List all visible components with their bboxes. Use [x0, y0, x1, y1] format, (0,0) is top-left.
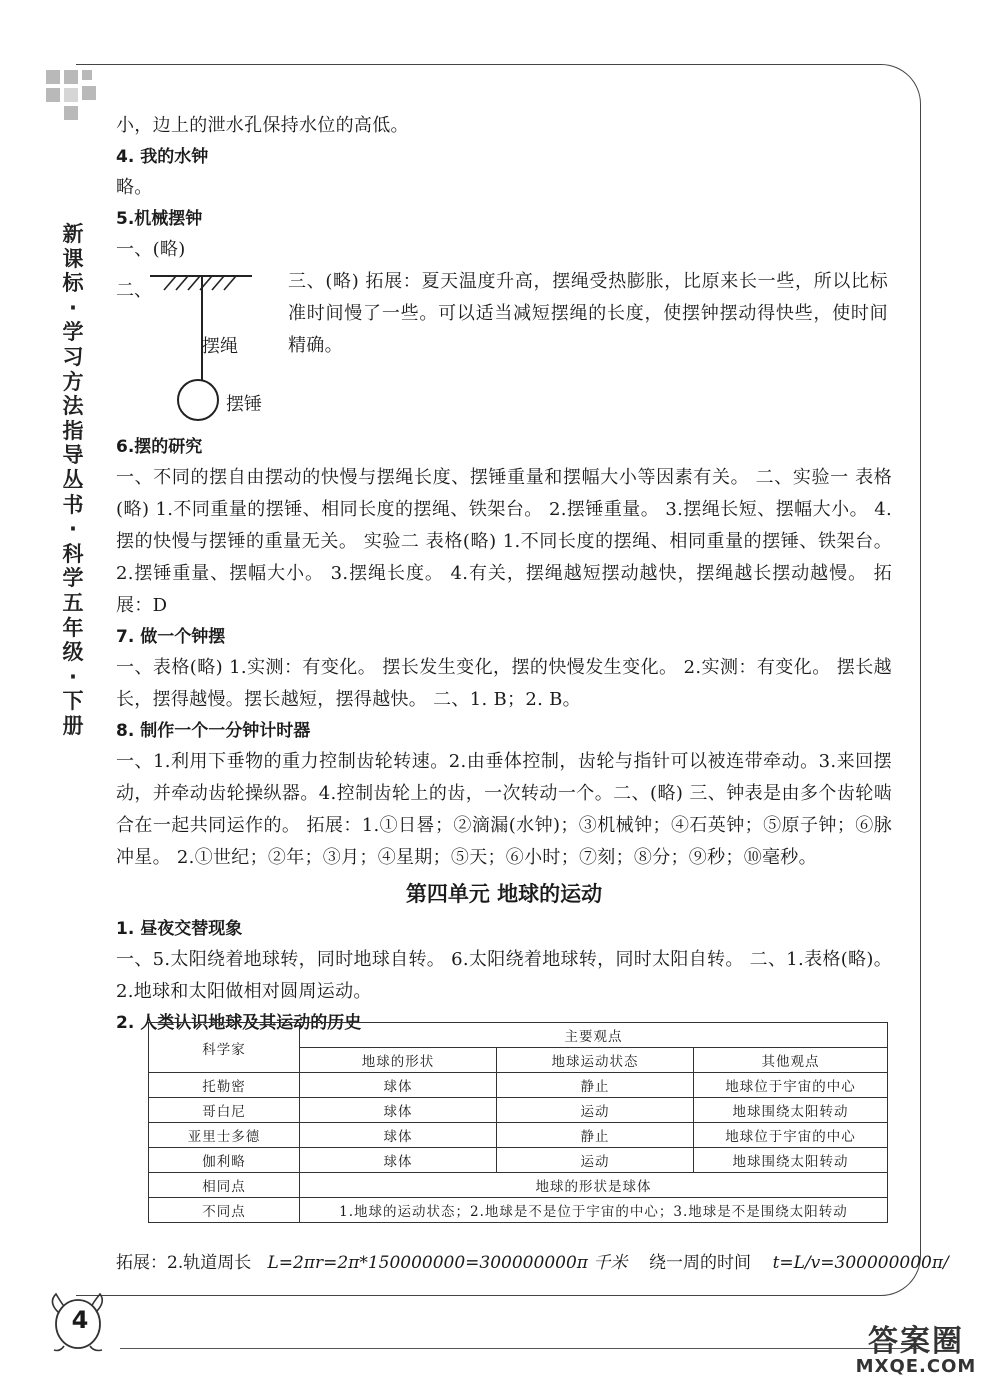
- header-cell: 其他观点: [694, 1048, 888, 1073]
- table-row: [149, 1073, 888, 1098]
- spine-char: ·: [69, 517, 77, 542]
- unit-heading: 第四单元 地球的运动: [405, 882, 603, 906]
- rope-label: 摆绳: [202, 336, 238, 357]
- spine-title: [56, 222, 90, 738]
- table-cell: 哥白尼: [149, 1098, 300, 1123]
- section-title: 8. 制作一个一分钟计时器: [116, 721, 311, 741]
- extension-prefix: 拓展：2.轨道周长: [116, 1253, 252, 1273]
- spine-char: ·: [69, 295, 77, 320]
- table-cell: 球体: [300, 1098, 497, 1123]
- spine-char: 丛: [62, 467, 84, 492]
- spine-char: 方: [62, 369, 84, 394]
- section-body: 一、1.利用下垂物的重力控制齿轮转速。2.由垂体控制，齿轮与指针可以被连带牵动。3.来回摆动，并牵动齿轮操纵器。4.控制齿轮上的齿，一次转动一个。二、(略) 三、钟表是由多个齿轮啮合在一起共同运作的。 拓展：1.①日晷；②滴漏(水钟)；③机械钟；④石英钟；⑤原子钟；⑥脉冲星。 2.①世纪；②年；③月；④星期；⑤天；⑥小时；⑦刻；⑧分；⑨秒；⑩毫秒。: [116, 751, 892, 868]
- spine-char: ·: [69, 664, 77, 689]
- answer-content: [116, 110, 892, 1038]
- table-row: [149, 1148, 888, 1173]
- section-title: 1. 昼夜交替现象: [116, 919, 243, 939]
- header-cell: 主要观点: [300, 1023, 888, 1048]
- section-title: 4. 我的水钟: [116, 147, 209, 167]
- watermark-url: MXQE.COM: [855, 1356, 977, 1377]
- spine-char: 科: [62, 541, 84, 566]
- extension-mid: 绕一周的时间: [648, 1253, 751, 1273]
- table-cell: 球体: [300, 1073, 497, 1098]
- spine-char: 学: [62, 320, 84, 345]
- table-row: [149, 1098, 888, 1123]
- spine-char: 册: [62, 713, 84, 738]
- table-cell: 地球围绕太阳转动: [694, 1098, 888, 1123]
- section-title: 7. 做一个钟摆: [116, 627, 226, 647]
- table-cell: 地球的形状是球体: [300, 1173, 888, 1198]
- scientists-table: [148, 1022, 888, 1223]
- corner-decoration: [46, 88, 60, 102]
- spine-char: 导: [62, 443, 84, 468]
- header-cell: 地球运动状态: [497, 1048, 694, 1073]
- item-number: 二、: [116, 280, 152, 301]
- watermark-logo-text: 答案圈: [868, 1324, 964, 1359]
- table-row: [149, 1123, 888, 1148]
- table-cell: 静止: [497, 1123, 694, 1148]
- site-watermark: [836, 1316, 996, 1377]
- header-cell: 地球的形状: [300, 1048, 497, 1073]
- section-body: 三、(略) 拓展：夏天温度升高，摆绳受热膨胀，比原来长一些，所以比标准时间慢了一些。可以适当减短摆绳的长度，使摆钟摆动得快些，使时间精确。: [288, 271, 888, 356]
- table-cell: 球体: [300, 1148, 497, 1173]
- table-cell: 运动: [497, 1148, 694, 1173]
- section-title: 6.摆的研究: [116, 437, 203, 457]
- table-cell: 地球围绕太阳转动: [694, 1148, 888, 1173]
- spine-char: 课: [62, 246, 84, 271]
- table-row: [149, 1173, 888, 1198]
- section-body: 一、5.太阳绕着地球转，同时地球自转。 6.太阳绕着地球转，同时太阳自转。 二、1.表格(略)。 2.地球和太阳做相对圆周运动。: [116, 949, 892, 1002]
- spine-char: 指: [62, 418, 84, 443]
- spine-char: 习: [62, 344, 84, 369]
- extension-line: [116, 1248, 949, 1273]
- page-number: 4: [71, 1306, 89, 1334]
- spine-char: 下: [62, 689, 84, 714]
- table-cell: 相同点: [149, 1173, 300, 1198]
- table-cell: 托勒密: [149, 1073, 300, 1098]
- spine-char: 法: [62, 394, 84, 419]
- spine-char: 五: [62, 590, 84, 615]
- orbit-formula: L=2πr=2π*150000000=300000000π 千米: [267, 1253, 628, 1273]
- section-body: 一、(略): [116, 239, 186, 260]
- spine-char: 级: [62, 640, 84, 665]
- header-cell: 科学家: [149, 1023, 300, 1073]
- table-row: [149, 1198, 888, 1223]
- section-body: 略。: [116, 177, 153, 198]
- spine-char: 标: [62, 271, 84, 296]
- corner-decoration: [46, 70, 60, 84]
- table-cell: 亚里士多德: [149, 1123, 300, 1148]
- table-cell: 静止: [497, 1073, 694, 1098]
- spine-char: 书: [62, 492, 84, 517]
- section-body: 一、不同的摆自由摆动的快慢与摆绳长度、摆锤重量和摆幅大小等因素有关。 二、实验一 表格(略) 1.不同重量的摆锤、相同长度的摆绳、铁架台。 2.摆锤重量。 3.摆绳长短、摆幅大小。 4.摆的快慢与摆锤的重量无关。 实验二 表格(略) 1.不同长度的摆绳、相同重量的摆锤、铁架台。 2.摆锤重量、摆幅大小。 3.摆绳长度。 4.有关，摆绳越短摆动越快，摆绳越长摆动越慢。 拓展：D: [116, 467, 892, 616]
- section-body: 一、表格(略) 1.实测：有变化。 摆长发生变化，摆的快慢发生变化。 2.实测：有变化。 摆长越长，摆得越慢。摆长越短，摆得越快。 二、1. B；2. B。: [116, 657, 892, 710]
- table-cell: 1.地球的运动状态；2.地球是不是位于宇宙的中心；3.地球是不是围绕太阳转动: [300, 1198, 888, 1223]
- time-formula: t=L/v=300000000π/: [772, 1253, 949, 1273]
- table-cell: 运动: [497, 1098, 694, 1123]
- section-title: 5.机械摆钟: [116, 209, 203, 229]
- spine-char: 学: [62, 566, 84, 591]
- bob-label: 摆锤: [226, 394, 262, 415]
- table-cell: 地球位于宇宙的中心: [694, 1073, 888, 1098]
- table-cell: 伽利略: [149, 1148, 300, 1173]
- spine-char: 年: [62, 615, 84, 640]
- continued-line: 小，边上的泄水孔保持水位的高低。: [116, 115, 409, 136]
- table-cell: 不同点: [149, 1198, 300, 1223]
- table-cell: 地球位于宇宙的中心: [694, 1123, 888, 1148]
- bottom-rule: [120, 1348, 920, 1349]
- table-cell: 球体: [300, 1123, 497, 1148]
- section-title: 2. 人类认识地球及其运动的历史: [116, 1013, 362, 1033]
- spine-char: 新: [62, 222, 84, 246]
- pendulum-block: [116, 266, 892, 432]
